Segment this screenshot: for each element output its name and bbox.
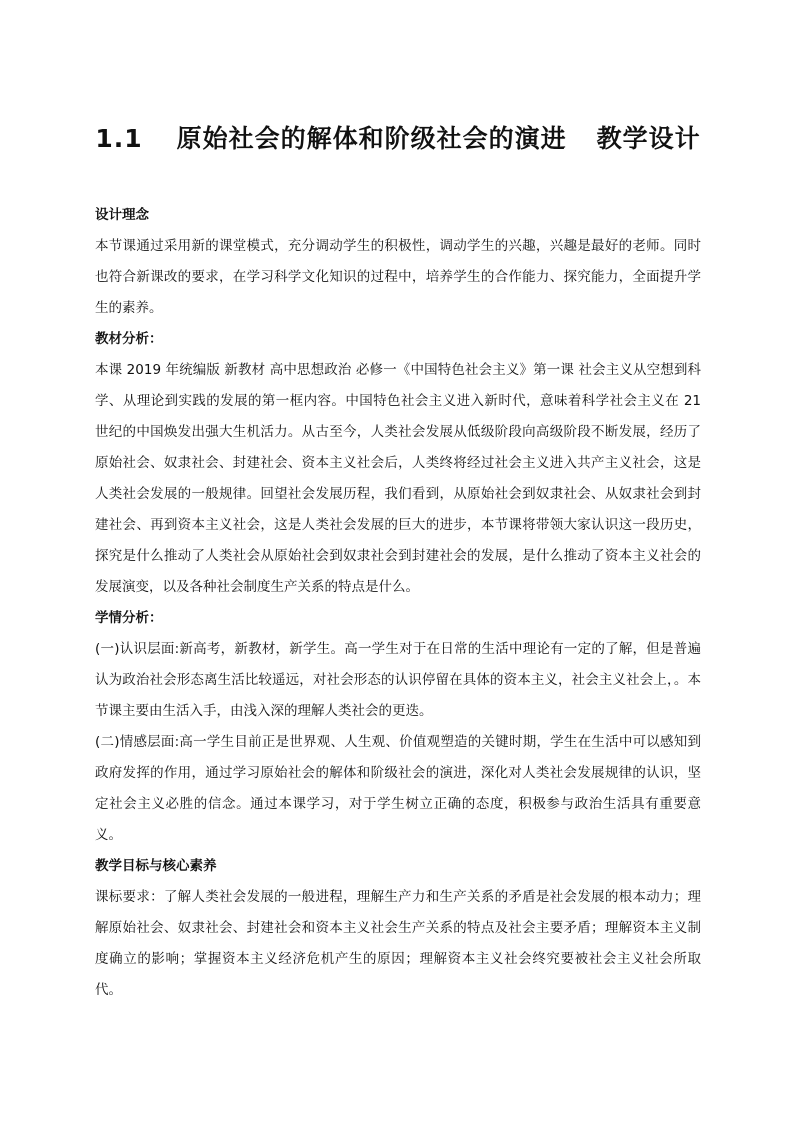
section-paragraph: 本节课通过采用新的课堂模式，充分调动学生的积极性，调动学生的兴趣，兴趣是最好的老师。同时也符合新课改的要求，在学习科学文化知识的过程中，培养学生的合作能力、探究能力，全面提升学生的素养。 — [95, 238, 701, 316]
title-text-main: 原始社会的解体和阶级社会的演进 — [176, 124, 567, 153]
section-heading: 教学目标与核心素养 — [95, 858, 217, 874]
title-number: 1.1 — [95, 124, 143, 153]
section-heading: 教材分析： — [95, 331, 163, 347]
title-text-suffix: 教学设计 — [596, 124, 701, 153]
section-paragraph: 本课 2019 年统编版 新教材 高中思想政治 必修一《中国特色社会主义》第一课 社会主义从空想到科学、从理论到实践的发展的第一框内容。中国特色社会主义进入新时代，意味着科学社会主义在 21 世纪的中国焕发出强大生机活力。从古至今，人类社会发展从低级阶段向高级阶段不断发展，经历了原始社会、奴隶社会、封建社会、资本主义社会后，人类终将经过社会主义进入共产主义社会，这是人类社会发展的一般规律。回望社会发展历程，我们看到，从原始社会到奴隶社会、从奴隶社会到封建社会、再到资本主义社会，这是人类社会发展的巨大的进步，本节课将带领大家认识这一段历史，探究是什么推动了人类社会从原始社会到奴隶社会到封建社会的发展，是什么推动了资本主义社会的发展演变，以及各种社会制度生产关系的特点是什么。 — [95, 362, 701, 595]
section-paragraph: (二)情感层面:高一学生目前正是世界观、人生观、价值观塑造的关键时期，学生在生活中可以感知到政府发挥的作用，通过学习原始社会的解体和阶级社会的演进，深化对人类社会发展规律的认识，坚定社会主义必胜的信念。通过本课学习，对于学生树立正确的态度，积极参与政治生活具有重要意义。 — [95, 734, 701, 843]
document-page — [95, 118, 701, 1006]
section-heading: 学情分析： — [95, 610, 163, 626]
section-paragraph: 课标要求：了解人类社会发展的一般进程，理解生产力和生产关系的矛盾是社会发展的根本动力；理解原始社会、奴隶社会、封建社会和资本主义社会生产关系的特点及社会主要矛盾；理解资本主义制度确立的影响；掌握资本主义经济危机产生的原因；理解资本主义社会终究要被社会主义社会所取代。 — [95, 889, 701, 998]
section-teaching-goals — [95, 851, 701, 1006]
section-paragraph: (一)认识层面:新高考，新教材，新学生。高一学生对于在日常的生活中理论有一定的了解，但是普遍认为政治社会形态离生活比较遥远，对社会形态的认识停留在具体的资本主义，社会主义社会上，。本节课主要由生活入手，由浅入深的理解人类社会的更迭。 — [95, 641, 701, 719]
section-heading: 设计理念 — [95, 207, 149, 223]
section-student-analysis — [95, 603, 701, 851]
document-title — [95, 118, 701, 160]
section-design-concept — [95, 200, 701, 324]
section-textbook-analysis — [95, 324, 701, 603]
